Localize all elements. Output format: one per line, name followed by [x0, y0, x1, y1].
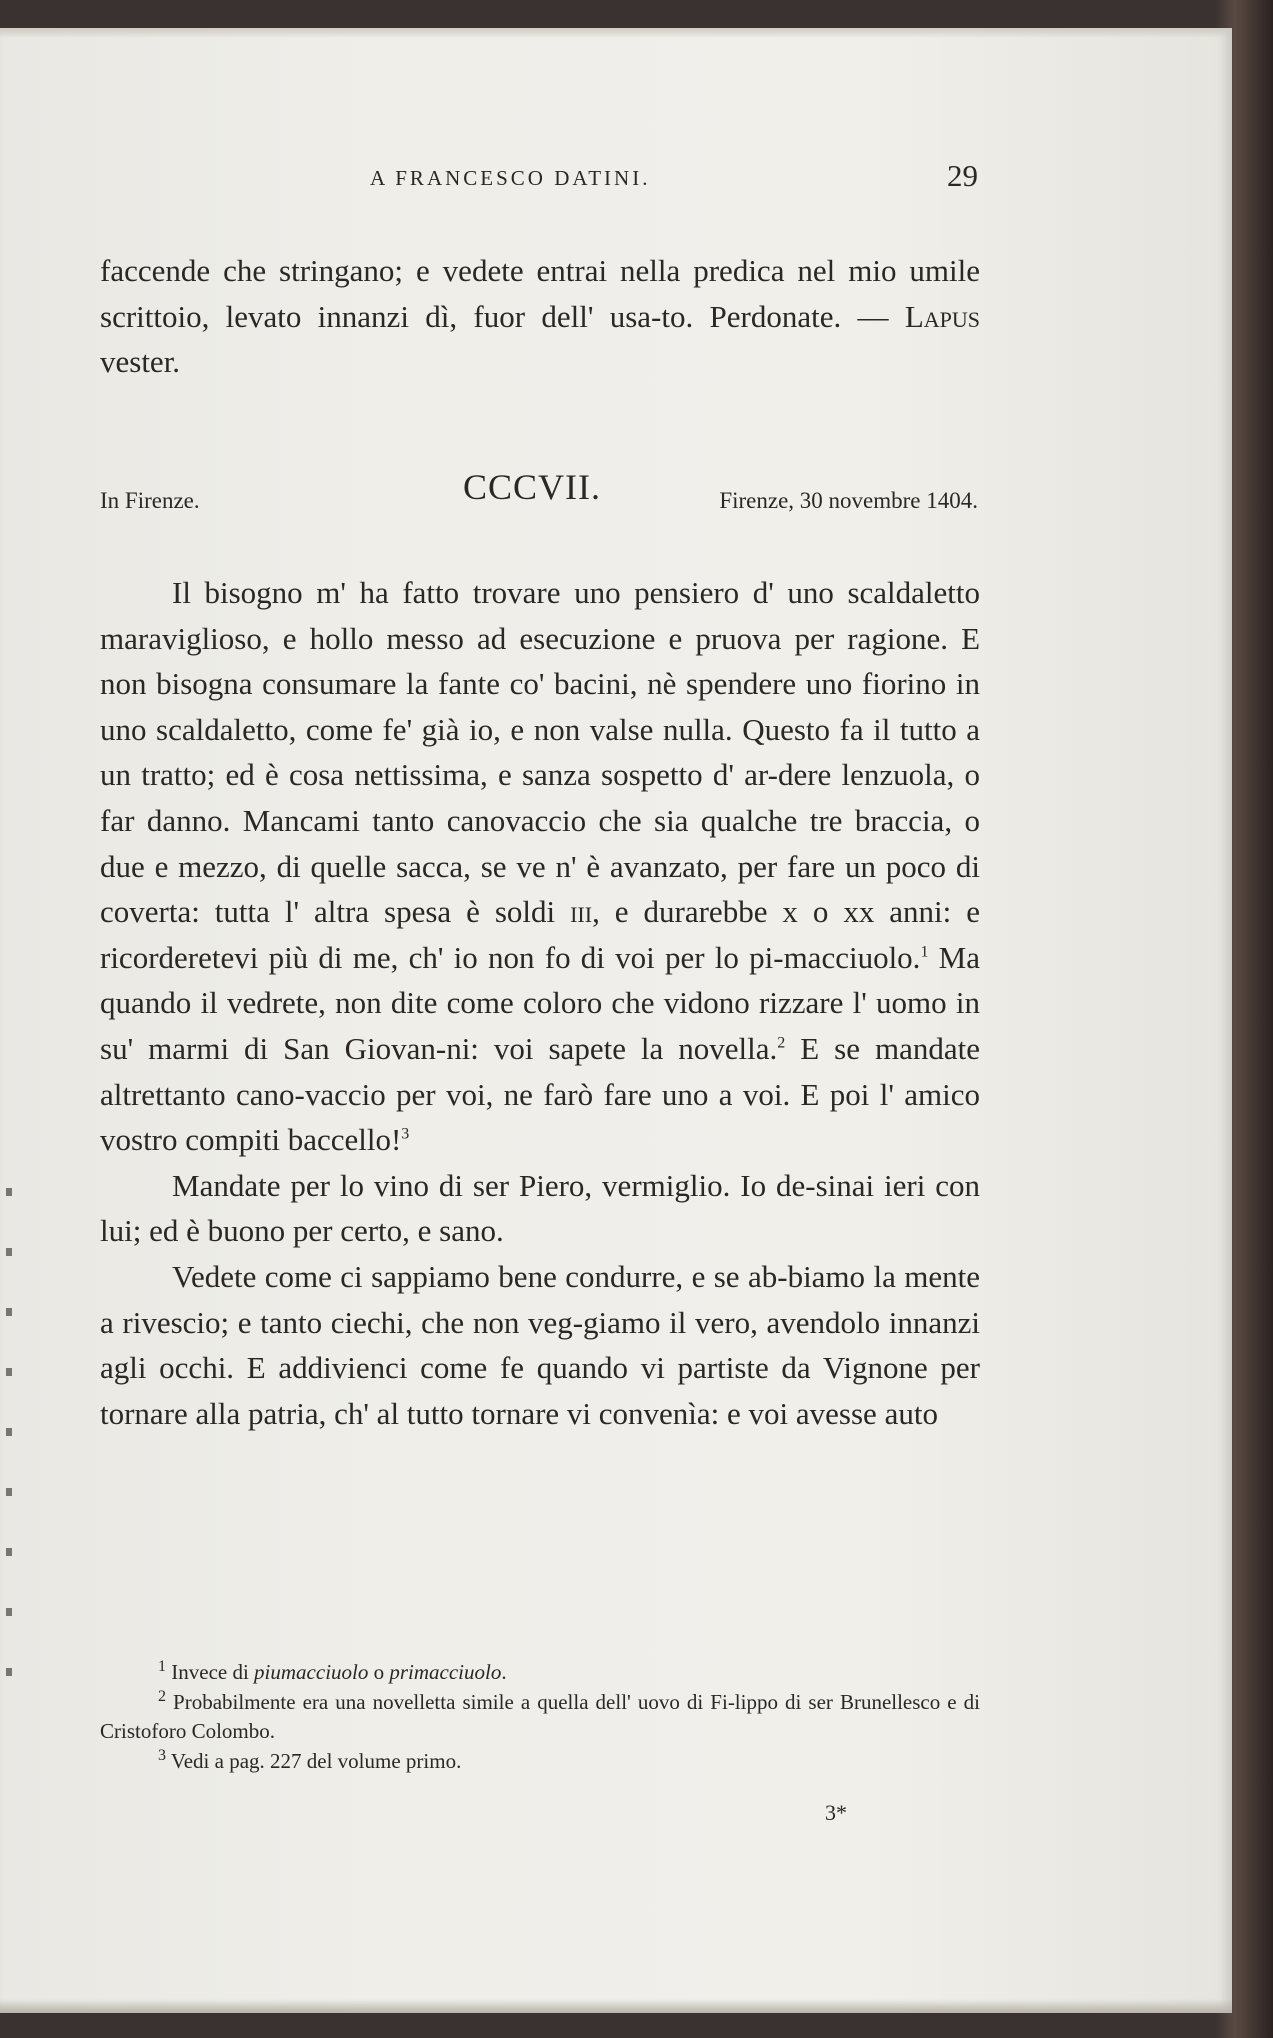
paragraph-2: Mandate per lo vino di ser Piero, vermiglio. Io de-sinai ieri con lui; ed è buono per certo, e sano.	[100, 1167, 980, 1249]
letter-date: Firenze, 30 novembre 1404.	[719, 488, 978, 513]
letter-place: In Firenze.	[100, 488, 200, 513]
letter-body	[100, 570, 980, 1436]
footnote-1-term-1: piumacciuolo	[254, 1660, 369, 1684]
paragraph-1-part-c: Ma quando il vedrete, non dite come coloro che vidono rizzare l' uomo in su' marmi di San Giovan-ni: voi sapete la novella.	[100, 939, 980, 1066]
signature-rest: vester.	[100, 344, 181, 380]
footnote-2-mark: 2	[158, 1687, 166, 1705]
continuation-body: faccende che stringano; e vedete entrai nella predica nel mio umile scrittoio, levato innanzi dì, fuor dell' usa-to. Perdonate. —	[100, 253, 980, 334]
footnote-1-text-c: .	[501, 1660, 507, 1684]
footnote-3-mark: 3	[158, 1746, 166, 1764]
page-bottom-edge	[0, 1999, 1232, 2013]
footnote-1-term-2: primacciuolo	[389, 1660, 502, 1684]
footnote-2	[100, 1688, 980, 1747]
footnote-1-text-b: o	[368, 1660, 390, 1684]
footnote-2-text: Probabilmente era una novelletta simile a quella dell' uovo di Fi-lippo di ser Brunellesco e di Cristoforo Colombo.	[100, 1689, 980, 1744]
footnote-1-mark: 1	[158, 1658, 166, 1675]
binding-marks	[6, 1148, 12, 1708]
footnote-3	[100, 1747, 980, 1777]
paragraph-3: Vedete come ci sappiamo bene condurre, e se ab-biamo la mente a rivescio; e tanto ciechi, che non veg-giamo il vero, avendolo innanzi agli occhi. E addivienci come fe quando vi partiste da Vignone per tornare alla patria, ch' al tutto tornare vi convenìa: e voi avesse auto	[100, 1258, 980, 1431]
signature-name: Lapus	[904, 298, 980, 334]
continuation-paragraph	[100, 248, 980, 385]
footnote-1	[100, 1658, 980, 1688]
footnote-ref-3: 3	[401, 1125, 410, 1143]
page-top-edge	[0, 28, 1232, 38]
running-head	[100, 158, 980, 198]
footnote-ref-1: 1	[920, 943, 929, 961]
paragraph-1-part-d: E se mandate altrettanto cano-vaccio per voi, ne farò fare uno a voi. E poi l' amico vostro compiti baccello!	[100, 1030, 980, 1158]
paragraph-1-part-b: , e durarebbe x o xx anni: e ricorderetevi più di me, ch' io non fo di voi per lo pi-macciuolo.	[100, 894, 980, 975]
continuation-text	[100, 248, 980, 385]
letter-number: CCCVII.	[463, 467, 602, 507]
running-title: A FRANCESCO DATINI.	[370, 166, 651, 190]
paragraph-1	[100, 570, 980, 1163]
footnote-ref-2: 2	[777, 1034, 786, 1052]
letter-heading	[100, 466, 980, 516]
book-page	[0, 28, 1232, 2013]
roman-numeral: iii	[570, 894, 593, 930]
page-number: 29	[947, 158, 978, 193]
footnotes	[100, 1658, 980, 1776]
footnote-1-text-a: Invece di	[171, 1660, 255, 1684]
footnote-3-text: Vedi a pag. 227 del volume primo.	[170, 1748, 462, 1773]
paragraph-1-part-a: Il bisogno m' ha fatto trovare uno pensiero d' uno scaldaletto maraviglioso, e hollo messo ad esecuzione e pruova per ragione. E non bisogna consumare la fante co' bacini, nè spendere uno fiorino in uno scaldaletto, come fe' già io, e non valse nulla. Questo fa il tutto a un tratto; ed è cosa nettissima, e sanza sospetto d' ar-dere lenzuola, o far danno. Mancami tanto canovaccio che sia qualche tre braccia, o due e mezzo, di quelle sacca, se ve n' è avanzato, per fare un poco di coverta: tutta l' altra spesa è soldi	[100, 575, 980, 930]
printer-signature-mark: 3*	[825, 1800, 847, 1825]
